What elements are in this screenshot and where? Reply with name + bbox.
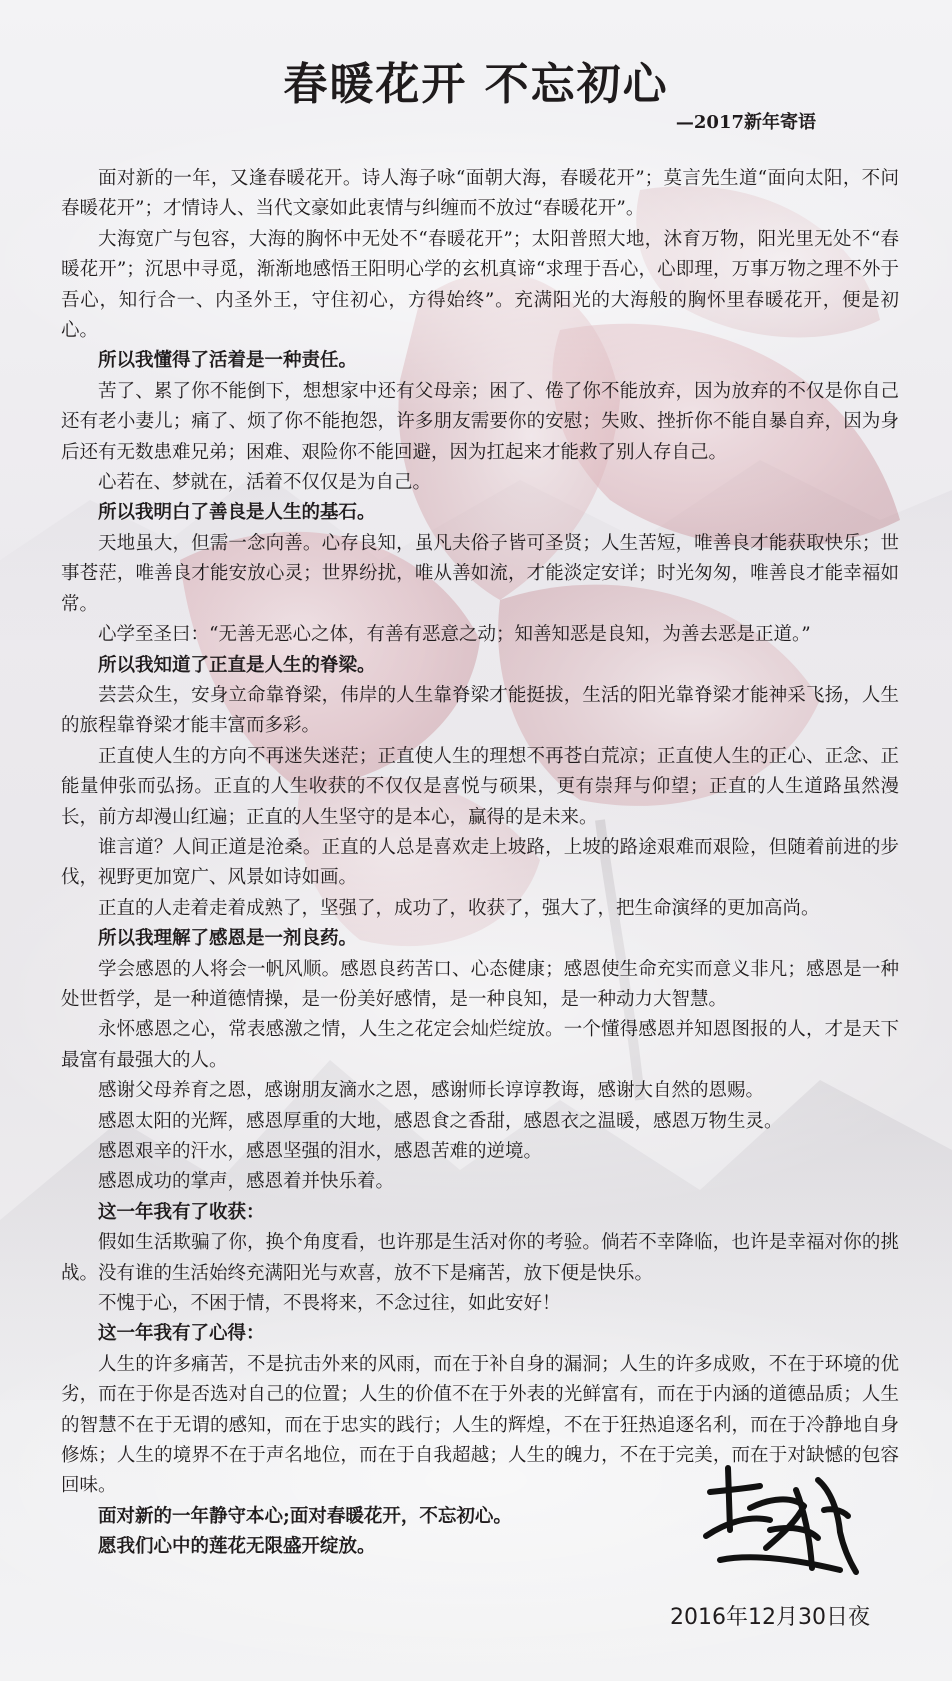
paragraph: 芸芸众生，安身立命靠脊梁，伟岸的人生靠脊梁才能挺拔，生活的阳光靠脊梁才能神采飞扬，人生的旅程靠脊梁才能丰富而多彩。 [61,684,899,737]
paragraph: 正直的人走着走着成熟了，坚强了，成功了，收获了，强大了，把生命演绎的更加高尚。 [98,897,820,919]
letter-title: 春暖花开 不忘初心 [283,59,669,110]
paragraph: 谁言道？人间正道是沧桑。正直的人总是喜欢走上坡路，上坡的路途艰难而艰险，但随着前进的步伐，视野更加宽广、风景如诗如画。 [61,836,899,889]
paragraph: 永怀感恩之心，常表感激之情，人生之花定会灿烂绽放。一个懂得感恩并知恩图报的人，才是天下最富有最强大的人。 [61,1019,899,1071]
paragraph: 正直使人生的方向不再迷失迷茫；正直使人生的理想不再苍白荒凉；正直使人生的正心、正念、正能量伸张而弘扬。正直的人生收获的不仅仅是喜悦与硕果，更有崇拜与仰望；正直的人生道路虽然漫长，前方却漫山红遍；正直的人生坚守的是本心，赢得的是未来。 [61,745,899,828]
section-heading: 所以我知道了正直是人生的脊梁。 [98,654,376,676]
paragraph: 心若在、梦就在，活着不仅仅是为自己。 [98,472,432,494]
paragraph: 不愧于心，不困于情，不畏将来，不念过往，如此安好！ [98,1293,561,1315]
paragraph: 心学至圣曰：“无善无恶心之体，有善有恶意之动；知善知恶是良知，为善去恶是正道。” [98,624,811,646]
paragraph: 大海宽广与包容，大海的胸怀中无处不“春暖花开”；太阳普照大地，沐育万物，阳光里无处不“春暖花开”；沉思中寻觅，渐渐地感悟王阳明心学的玄机真谛“求理于吾心，心即理，万事万物之理不外于吾心，知行合一、内圣外王，守住初心，方得始终”。充满阳光的大海般的胸怀里春暖花开，便是初心。 [61,228,899,342]
paragraph: 苦了、累了你不能倒下，想想家中还有父母亲；困了、倦了你不能放弃，因为放弃的不仅是你自己还有老小妻儿；痛了、烦了你不能抱怨，许多朋友需要你的安慰；失败、挫折你不能自暴自弃，因为身后还有无数患难兄弟；困难、艰险你不能回避，因为扛起来才能救了别人存自己。 [61,380,899,463]
paragraph: 假如生活欺骗了你，换个角度看，也许那是生活对你的考验。倘若不幸降临，也许是幸福对你的挑战。没有谁的生活始终充满阳光与欢喜，放不下是痛苦，放下便是快乐。 [61,1232,899,1284]
letter-subtitle: —2017新年寄语 [675,112,816,133]
paragraph: 学会感恩的人将会一帆风顺。感恩良药苦口、心态健康；感恩使生命充实而意义非凡；感恩是一种处世哲学，是一种道德情操，是一份美好感情，是一种良知，是一种动力大智慧。 [61,958,899,1010]
section-heading: 这一年我有了收获： [98,1201,265,1223]
section-heading: 所以我懂得了活着是一种责任。 [98,350,358,372]
paragraph: 感恩艰辛的汗水，感恩坚强的泪水，感恩苦难的逆境。 [98,1141,543,1162]
paragraph: 感恩成功的掌声，感恩着并快乐着。 [98,1171,395,1193]
section-heading: 愿我们心中的莲花无限盛开绽放。 [98,1536,376,1558]
paragraph: 感谢父母养育之恩，感谢朋友滴水之恩，感谢师长谆谆教诲，感谢大自然的恩赐。 [98,1080,765,1102]
section-heading: 面对新的一年静守本心;面对春暖花开，不忘初心。 [98,1505,512,1527]
paragraph: 天地虽大，但需一念向善。心存良知，虽凡夫俗子皆可圣贤；人生苦短，唯善良才能获取快乐；世事苍茫，唯善良才能安放心灵；世界纷扰，唯从善如流，才能淡定安详；时光匆匆，唯善良才能幸福如常。 [61,532,899,615]
handwritten-signature-icon [700,1450,860,1580]
section-heading: 所以我明白了善良是人生的基石。 [98,502,376,524]
letter-body [61,164,899,1563]
paragraph: 面对新的一年，又逢春暖花开。诗人海子咏“面朝大海，春暖花开”；莫言先生道“面向太阳，不问春暖花开”；才情诗人、当代文豪如此衷情与纠缠而不放过“春暖花开”。 [61,168,899,220]
section-heading: 这一年我有了心得： [98,1323,265,1345]
section-heading: 所以我理解了感恩是一剂良药。 [98,928,358,950]
paragraph: 人生的许多痛苦，不是抗击外来的风雨，而在于补自身的漏洞；人生的许多成败，不在于环境的优劣，而在于你是否选对自己的位置；人生的价值不在于外表的光鲜富有，而在于内涵的道德品质；人生的智慧不在于无谓的感知，而在于忠实的践行；人生的辉煌，不在于狂热追逐名利，而在于冷静地自身修炼；人生的境界不在于声名地位，而在于自我超越；人生的魄力，不在于完美，而在于对缺憾的包容回味。 [61,1353,899,1497]
paragraph: 感恩太阳的光辉，感恩厚重的大地，感恩食之香甜，感恩衣之温暖，感恩万物生灵。 [98,1110,783,1132]
letter-date: 2016年12月30日夜 [670,1605,870,1630]
